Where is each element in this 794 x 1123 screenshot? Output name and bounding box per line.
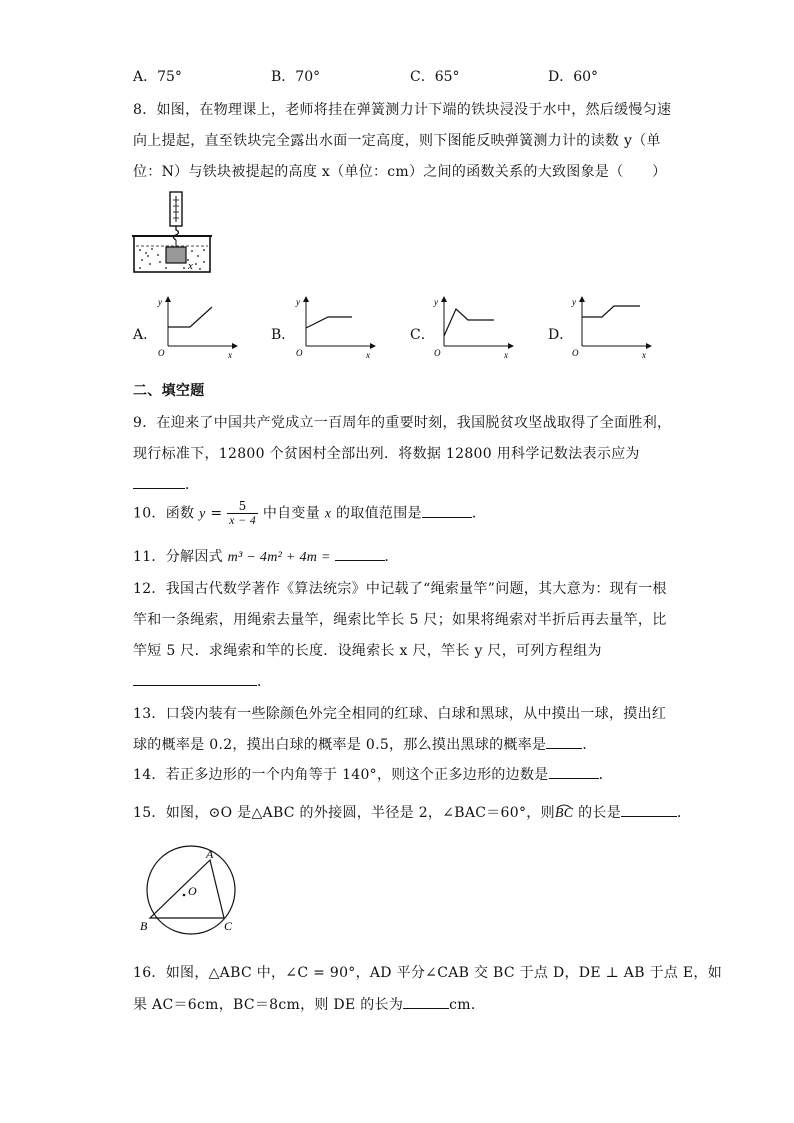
period: ． — [384, 549, 399, 565]
q15-text-b: 的长是 — [573, 805, 622, 821]
arc-letters: BC — [554, 806, 574, 821]
answer-blank — [335, 546, 385, 561]
q12-line-1: 12．我国古代数学著作《算法统宗》中记载了“绳索量竿”问题，其大意为：现有一根 — [133, 581, 667, 597]
q8-option-d-graph — [566, 296, 652, 360]
q15-text-a: 15．如图，⊙O 是△ABC 的外接圆，半径是 2，∠BAC＝60°，则 — [133, 805, 555, 821]
origin-label: O — [434, 348, 441, 358]
period: ． — [471, 505, 487, 522]
q8-option-d-label: D． — [548, 327, 574, 343]
q8-option-b-graph — [290, 296, 376, 360]
period: ． — [677, 805, 692, 821]
origin-label: O — [572, 348, 579, 358]
q15-line — [133, 802, 691, 822]
q14-text: 14．若正多边形的一个内角等于 140°，则这个正多边形的边数是 — [133, 767, 549, 783]
q8-option-a-graph — [152, 296, 238, 360]
answer-blank — [403, 994, 449, 1009]
q10-var-y: y — [199, 506, 206, 522]
origin-label: O — [158, 348, 165, 358]
period: ． — [185, 477, 200, 493]
q16-line-2 — [133, 994, 485, 1014]
q15-arc-bc — [555, 806, 574, 821]
q12-line-4 — [133, 671, 271, 691]
section-title: 二、填空题 — [133, 383, 205, 399]
q10-eq: = — [205, 505, 228, 522]
y-axis-label: y — [434, 297, 438, 307]
period: ． — [257, 674, 272, 690]
center-o-label: O — [188, 884, 197, 898]
q10-prefix: 10．函数 — [133, 505, 200, 522]
answer-blank — [621, 802, 677, 817]
answer-blank — [546, 734, 582, 749]
q8-spring-scale-figure — [128, 190, 218, 280]
q7-option-c: C．65° — [410, 69, 460, 85]
q10-fraction — [227, 500, 258, 527]
q10-numerator: 5 — [227, 500, 258, 514]
q13-line-2 — [133, 734, 597, 754]
x-axis-label: x — [366, 350, 370, 360]
q7-option-a: A．75° — [133, 69, 182, 85]
q10-denominator: x − 4 — [229, 513, 257, 527]
q14-line — [133, 764, 613, 784]
x-axis-label: x — [642, 350, 646, 360]
q13-line-1: 13．口袋内装有一些除颜色外完全相同的红球、白球和黑球，从中摸出一球，摸出红 — [133, 706, 667, 722]
q12-line-3: 竿短 5 尺．求绳索和竿的长度．设绳索长 x 尺，竿长 y 尺，可列方程组为 — [133, 643, 602, 659]
q13-text: 球的概率是 0.2，摸出白球的概率是 0.5，那么摸出黑球的概率是 — [133, 737, 547, 753]
point-a-label: A — [206, 847, 214, 861]
q15-circle-figure — [136, 842, 246, 936]
q8-option-b-label: B． — [271, 327, 296, 343]
q8-line-1: 8．如图，在物理课上，老师将挂在弹簧测力计下端的铁块浸没于水中，然后缓慢匀速 — [133, 102, 672, 118]
q8-line-2: 向上提起，直至铁块完全露出水面一定高度，则下图能反映弹簧测力计的读数 y（单 — [133, 133, 661, 149]
q8-option-c-label: C． — [410, 327, 435, 343]
q11-line — [133, 546, 399, 566]
q9-line-2: 现行标准下，12800 个贫困村全部出列．将数据 12800 用科学记数法表示应为 — [133, 446, 640, 462]
q7-option-d: D．60° — [548, 69, 599, 85]
answer-blank — [422, 503, 472, 518]
q12-line-2: 竿和一条绳索，用绳索去量竿，绳索比竿长 5 尺；如果将绳索对半折后再去量竿，比 — [133, 612, 667, 628]
q10-suffix: 的取值范围是 — [331, 505, 422, 522]
answer-blank — [133, 671, 257, 686]
y-axis-label: y — [158, 297, 162, 307]
point-b-label: B — [140, 919, 148, 933]
q8-figure-label: x — [188, 260, 193, 272]
q10-line — [133, 500, 486, 527]
q9-line-3 — [133, 474, 199, 494]
q8-option-c-graph — [428, 296, 514, 360]
q10-mid: 中自变量 — [258, 505, 325, 522]
arc-mark-icon — [555, 803, 573, 809]
point-c-label: C — [224, 919, 233, 933]
q11-expression: m³ − 4m² + 4m = — [227, 550, 335, 565]
q16-text-a: 果 AC＝6cm，BC＝8cm，则 DE 的长为 — [133, 997, 404, 1013]
q8-line-3: 位：N）与铁块被提起的高度 x（单位：cm）之间的函数关系的大致图象是（ ） — [133, 164, 667, 180]
answer-blank — [133, 474, 185, 489]
x-axis-label: x — [504, 350, 508, 360]
answer-blank — [549, 764, 599, 779]
origin-label: O — [296, 348, 303, 358]
period: ． — [582, 737, 597, 753]
y-axis-label: y — [572, 297, 576, 307]
q11-prefix: 11．分解因式 — [133, 549, 228, 565]
q16-line-1: 16．如图，△ABC 中，∠C = 90°，AD 平分∠CAB 交 BC 于点 D，DE ⊥ AB 于点 E，如 — [133, 965, 723, 981]
period: ． — [598, 767, 613, 783]
q8-option-a-label: A． — [133, 327, 158, 343]
q7-option-b: B．70° — [271, 69, 321, 85]
y-axis-label: y — [296, 297, 300, 307]
x-axis-label: x — [228, 350, 232, 360]
q16-text-b: cm． — [449, 997, 486, 1013]
q9-line-1: 9．在迎来了中国共产党成立一百周年的重要时刻，我国脱贫攻坚战取得了全面胜利， — [133, 415, 672, 431]
q10-var-x: x — [324, 506, 332, 522]
